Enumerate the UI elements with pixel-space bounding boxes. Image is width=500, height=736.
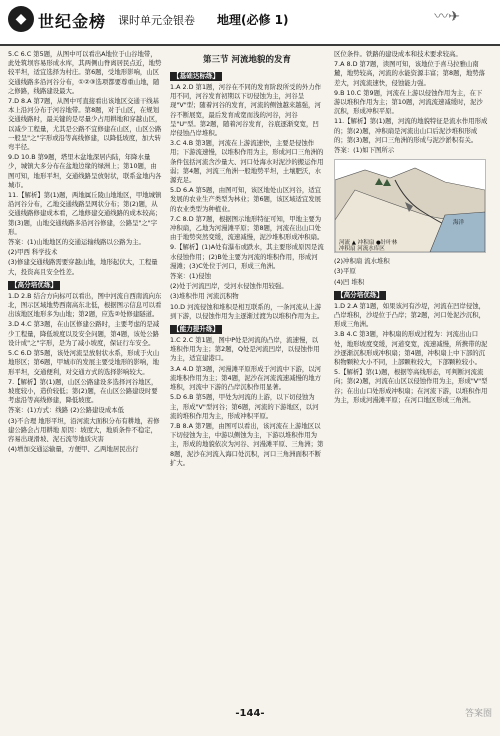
section-title: 第三节 河流地貌的发育 — [203, 55, 291, 65]
diagram-svg — [335, 160, 485, 252]
answer-paragraph: (3)修建交通线路需要穿越山地，地形起伏大，工程量大，投资高且安全性差。 — [8, 258, 158, 276]
answer-paragraph: 5.【解析】第(1)题，根据等高线形态，可判断河流流向；第(2)题，河流在山区以侵蚀作用为主，形成"V"型谷；在出山口处形成冲积扇；在河流下游，以堆积作用为主，形成河漫滩平原；在河口地区形成三角洲。 — [334, 368, 488, 404]
answer-paragraph: 区位条件。铁路的建设成本和技术要求较高。 — [334, 50, 462, 58]
answer-paragraph: 3.A 4.D 第3题，河漫滩平原形成于河流中下游，以河流堆积作用为主；第4题，泥沙在河流流速减慢的地方堆积，河流中下游的凸岸沉积作用显著。 — [170, 364, 322, 392]
answer-paragraph: 5.D 6.B 第5题，甲处为河流的上游，以下切侵蚀为主，形成"V"型河谷；第6题，河流的下游地区，以河流的堆积作用为主，形成冲积平原。 — [170, 393, 319, 420]
answer-paragraph: 7.D 8.A 第7题，从图中可直接看出该地区交通干线基本上沿河分布于河谷地带。第8题，对于山区，在规划交通线路时，最关键的是尽量少占用耕地和穿越山区，以减少工程量，尤其是公路不宜修建在山区，山区公路一般呈"之"字形或沿等高线修建，以降低坡度，加大转弯半径。 — [8, 97, 162, 152]
answer-paragraph: 答案：(1)方式：线路 (2)公路建设成本低 — [8, 406, 124, 415]
river-landform-diagram — [334, 159, 486, 253]
logo-text: 世纪金榜 — [38, 12, 107, 31]
page-header — [0, 0, 500, 46]
legend-label: 河流 ▲ 冲积扇 ●针叶林 — [339, 240, 398, 247]
column-left — [8, 50, 162, 700]
answer-paragraph: (3)堆积作用 河流沉积物 — [170, 292, 239, 301]
answer-paragraph: 1.A 2.D 第1题，河谷在不同的发育阶段所受的外力作用不同，河谷发育初期以下切侵蚀为主，河谷呈现"V"型；随着河谷的发育，河流的侧蚀越来越强，河谷不断展宽，最后发育成宽而浅的河谷，河谷呈"U"型。第2题，随着河谷发育，谷底逐渐变宽，凹岸侵蚀凸岸堆积。 — [170, 83, 322, 138]
logo-icon: ◆ — [8, 6, 34, 32]
section-tag: 【高分培优练】 — [334, 291, 386, 300]
answer-paragraph: 9.D 10.B 第9题，塔里木盆地深居内陆，年降水量少，城镇大多分布在盆地边缘的绿洲上；第10题，由图可知，地形平坦，交通线路呈放射状，联系盆地内各城市。 — [8, 153, 162, 189]
answer-paragraph: 3.B 4.C 第3题，冲积扇的形成过程为：河流出山口处，地形坡度变缓，河道变宽，流速减慢，所携带的泥沙逐渐沉积形成冲积扇；第4题，冲积扇上中下部的沉积物颗粒大小不同，上部颗粒较大，下部颗粒较小。 — [334, 330, 488, 367]
answer-paragraph: 11.【解析】第(1)题，河流的地貌特征是流水作用形成的；第(2)题，冲积扇是河流出山口后泥沙堆积形成的；第(3)题，河口三角洲的形成与泥沙淤积有关。 — [334, 117, 488, 144]
section-tag: 【能力提升练】 — [170, 325, 222, 334]
column-right — [334, 50, 488, 700]
answer-paragraph: (3)平原 — [334, 267, 356, 276]
answer-paragraph: 3.D 4.C 第3题，在山区修建公路时，主要考虑的是减少工程量，降低坡度以及安全问题，第4题，该处公路设计成"之"字形，是为了减小坡度，保证行车安全。 — [8, 320, 160, 347]
answer-paragraph: 9.B 10.C 第9题，河流在上游以侵蚀作用为主，在下游以堆积作用为主；第10题，河流流速减缓时，泥沙沉积，形成冲积平原。 — [334, 88, 483, 116]
answer-paragraph: (4)凹 堆积 — [334, 277, 365, 286]
answer-paragraph: 7.【解析】第(1)题，山区公路建设多选择河谷地区，坡度较小，造价较低；第(2)题，在山区公路建设时要考虑沿等高线修建，降低坡度。 — [8, 377, 158, 405]
answer-paragraph: (2)冲积扇 流水堆积 — [334, 257, 390, 266]
answer-paragraph: 1.D 2.B 结合方向标可以看出，图中河流自西南流向东北，图示区域地势西南高东北低，根据图示信息可以看出该地区地形多为山地；第2题，应选②处修建隧道。 — [8, 291, 162, 319]
answer-paragraph: 答案：(1)如下图所示 — [334, 146, 395, 155]
fan-label: 冲积扇 河流水库区 — [339, 246, 385, 253]
answer-paragraph: (2)甲西 科学技术 — [8, 248, 58, 257]
answer-paragraph: (4)增加交通运输量，方便甲、乙两地居民出行 — [8, 445, 139, 454]
answer-paragraph: 7.A 8.D 第7题，读图可知，该地位于喜马拉雅山南麓，地势较高，河流的水能资源丰富；第8题，地势落差大，河流流速快，侵蚀能力强。 — [334, 60, 486, 87]
answer-paragraph: 1.C 2.C 第1题，图中P处是河流的凸岸，流速慢，以堆积作用为主；第2题，Q处是河流凹岸，以侵蚀作用为主，适宜建港口。 — [170, 336, 320, 363]
answer-paragraph: 答案：(1)山地地区的交通运输线路以公路为主。 — [8, 238, 145, 247]
watermark: 答案圈 — [464, 709, 492, 719]
page-number: -144- — [235, 708, 265, 719]
column-middle — [170, 50, 324, 700]
answer-paragraph: 9.【解析】(1)A处有瀑布或跌水，其主要形成原因是流水侵蚀作用；(2)B处主要为河流的堆积作用，形成河漫滩；(3)C处位于河口，形成三角洲。 — [170, 243, 324, 270]
answer-paragraph: 7.B 8.A 第7题，由图可以看出，该河流在上游地区以下切侵蚀为主，中游以侧蚀为主，下游以堆积作用为主，形成的地貌依次为河谷、河漫滩平原、三角洲；第8题，泥沙在河流入海口处沉积，河口三角洲面积不断扩大。 — [170, 421, 324, 467]
answer-paragraph: (2)处于河流凹岸，受河水侵蚀作用较强。 — [170, 282, 288, 291]
subject-title: 地理(必修 1) — [217, 13, 289, 27]
answer-paragraph: 7.C 8.D 第7题，根据图示地形特征可知，甲地主要为冲积扇，乙地为河漫滩平原；第8题，河流在出山口处由于地势突然变缓，流速减慢，泥沙堆积形成冲积扇。 — [170, 214, 324, 242]
section-tag: 【高分培优练】 — [8, 281, 60, 290]
section-tag: 【基础达标练】 — [170, 72, 222, 81]
answer-paragraph: 10.D 河流侵蚀和堆积是相互联系的，一条河流从上游到下游，以侵蚀作用为主逐渐过渡为以堆积作用为主。 — [170, 302, 324, 320]
answer-paragraph: 5.C 6.D 第5题，该处河流呈放射状水系，形成于火山地形区；第6题，甲城市的发展主要受地形的影响，地形平坦，交通便利，对交通方式的选择影响较大。 — [8, 349, 160, 376]
sea-label: 海洋 — [453, 220, 465, 227]
answer-paragraph: (3)不合理 地形平坦，沿河流大面积分布有耕地，若修建公路会占用耕地 原因：坡度大，地质条件不稳定，容易出现滑坡、泥石流等地质灾害 — [8, 416, 160, 443]
answer-paragraph: 5.D 6.A 第5题，由图可知，该区地处山区河谷，适宜发展的农业生产类型为林业；第6题，该区域适宜发展的农业类型为种植业。 — [170, 186, 322, 213]
answer-paragraph: 1.D 2.A 第1题，如果该河有沙堤，河流在凹岸侵蚀，凸岸堆积，沙堤位于凸岸；第2题，河口处泥沙沉积，形成三角洲。 — [334, 301, 486, 329]
answer-paragraph: 5.C 6.C 第5题，从图中可以看出A地位于山谷地带，此处筑坝容易形成水库，其两侧山脊离居民点近，地势较平坦，适宜选择为村庄。第6题，受地形影响，山区交通线路多沿河谷分布，①②③选项都要尊重山地，随之修路，线路建设最大。 — [8, 50, 162, 95]
answer-paragraph: 11.【解析】第(1)题，两地属丘陵山地地区，甲地城镇沿河谷分布，乙地交通线路呈网状分布；第(2)题，从交通线路修建成本看，乙地修建交通线路的成本较高；第(3)题，山地交通线路多沿河谷修建，公路呈"之"字形。 — [8, 191, 162, 236]
answer-paragraph: 答案：(1)侵蚀 — [170, 272, 212, 281]
bird-icon: 〰✈ — [434, 9, 460, 25]
answer-paragraph: 3.C 4.B 第3题，河流在上游流速快，主要是侵蚀作用；下游流速慢，以堆积作用为主，形成河口三角洲的条件包括河流含沙量大、河口处海水对泥沙的搬运作用弱；第4题，河流三角洲一般地势平坦，土壤肥沃，水源充足。 — [170, 139, 324, 185]
series-title: 课时单元金银卷 — [118, 14, 195, 27]
